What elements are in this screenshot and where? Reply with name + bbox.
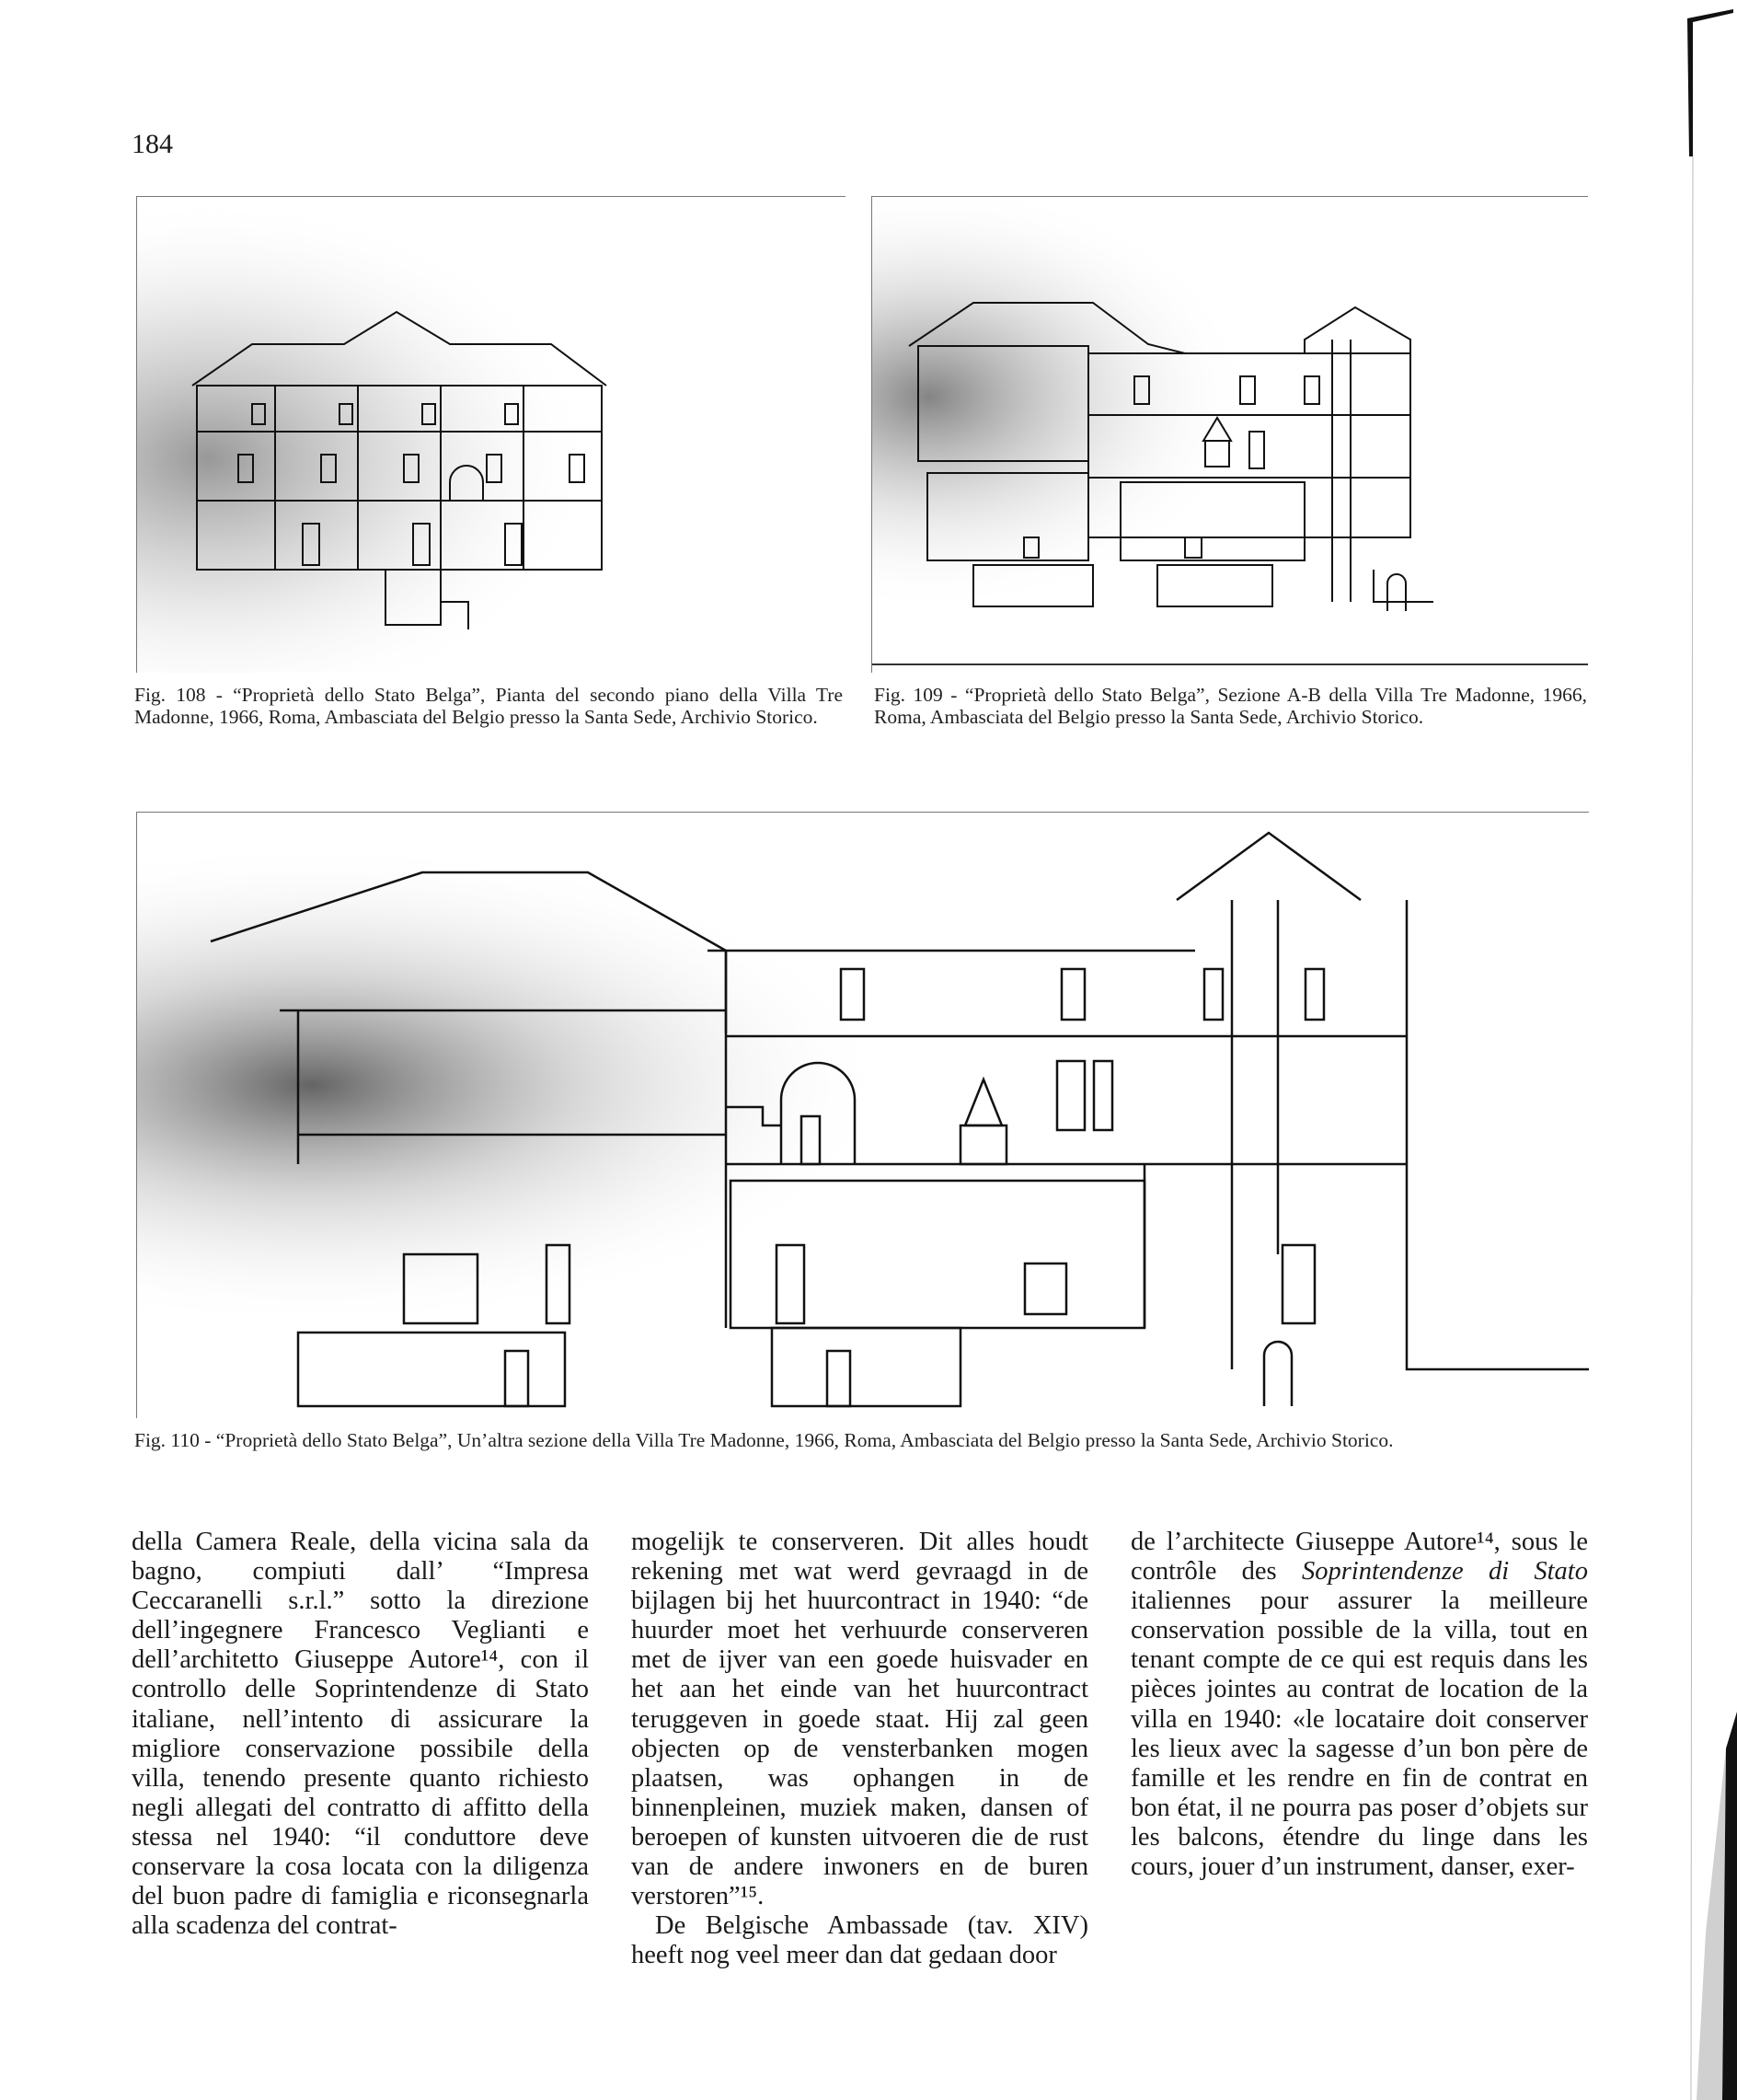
french-text-italic: Soprintendenze di Stato [1301,1557,1588,1587]
figure-109-drawing [871,196,1588,673]
italian-column [132,1528,589,1941]
french-column [1131,1528,1588,1882]
dutch-paragraph-1: mogelijk te conserveren. Dit alles houdt rekening met wat werd gevraagd in de bijlagen bij het huurcontract in 1940: “de huurder moet het verhuurde conserveren met de ijver van een goede huisvader en het aan het einde van het huurcontract teruggeven in goede staat. Hij zal geen objecten op de vensterbanken mogen plaatsen, was ophangen in de binnenpleinen, muziek maken, dansen of beroepen of kunsten uitvoeren die de rust van de andere inwoners en de buren verstoren”¹⁵. [631,1528,1088,1911]
page-number: 184 [132,129,173,159]
figure-108-drawing [136,196,845,673]
figure-110-caption: Fig. 110 - “Proprietà dello Stato Belga”, Un’altra sezione della Villa Tre Madonne, 1966, Roma, Ambasciata del Belgio presso la Santa Sede, Archivio Storico. [134,1429,1394,1451]
french-text-lead: de l’architecte Giuseppe Autore¹⁴, sous le contrôle des [1131,1528,1588,1587]
dutch-column [631,1528,1088,1970]
figure-110-drawing [136,812,1589,1418]
dutch-paragraph-2: De Belgische Ambassade (tav. XIV) heeft nog veel meer dan dat gedaan door [631,1911,1088,1970]
italian-paragraph: della Camera Reale, della vicina sala da bagno, compiuti dall’ “Impresa Ceccaranelli s.r.l.” sotto la direzione dell’ingegnere Francesco Veglianti e dell’architetto Giuseppe Autore¹⁴, con il controllo delle Soprintendenze di Stato italiane, nell’intento di assicurare la migliore conservazione possibile della villa, tenendo presente quanto richiesto negli allegati del contratto di affitto della stessa nel 1940: “il conduttore deve conservare la cosa locata con la diligenza del buon padre di famiglia e riconsegnarla alla scadenza del contrat- [132,1528,589,1941]
french-paragraph [1131,1528,1588,1882]
french-text-rest: italiennes pour assurer la meilleure conservation possible de la villa, tout en tenant compte de ce qui est requis dans les pièces jointes au contrat de location de la villa en 1940: «le locataire doit conserver les lieux avec la sagesse d’un bon père de famille et les rendre en fin de contrat en bon état, il ne pourra pas poser d’objets sur les balcons, étendre du linge dans les cours, jouer d’un instrument, danser, exer- [1131,1587,1588,1882]
figure-109-caption: Fig. 109 - “Proprietà dello Stato Belga”, Sezione A-B della Villa Tre Madonne, 1966, Roma, Ambasciata del Belgio presso la Santa Sede, Archivio Storico. [874,684,1587,728]
scan-binding-shadow [1678,0,1737,2100]
figure-108-caption: Fig. 108 - “Proprietà dello Stato Belga”, Pianta del secondo piano della Villa Tre Madonne, 1966, Roma, Ambasciata del Belgio presso la Santa Sede, Archivio Storico. [134,684,843,728]
